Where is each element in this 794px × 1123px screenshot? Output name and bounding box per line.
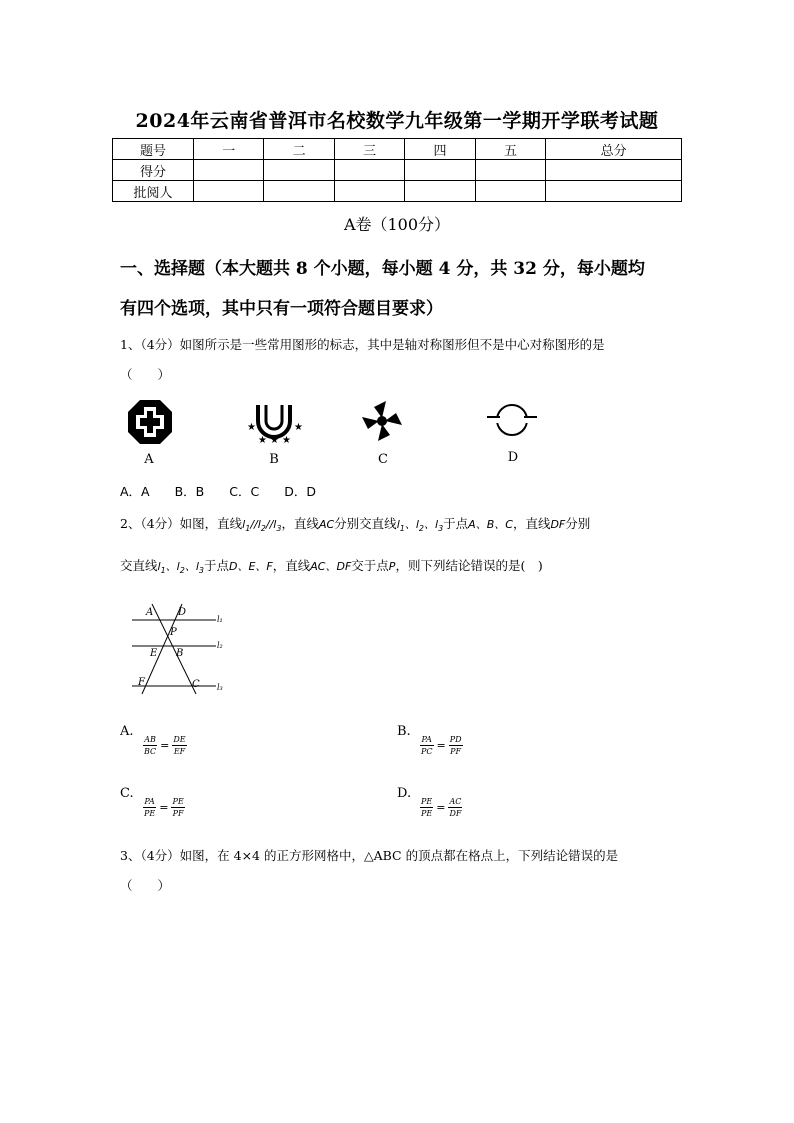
q2-text: 分别 bbox=[565, 516, 591, 531]
q2-text: ，直线 bbox=[512, 516, 551, 531]
q2-option-c bbox=[120, 786, 134, 801]
reviewer-row-label: 批阅人 bbox=[113, 181, 194, 202]
frac-denominator: DF bbox=[449, 809, 462, 818]
section1-heading-line2: 有四个选项，其中只有一项符合题目要求） bbox=[120, 299, 443, 319]
score-cell bbox=[405, 160, 475, 181]
q3-text: 3、（4分）如图，在 4×4 的正方形网格中，△ABC 的顶点都在格点上，下列结论错误的是 bbox=[120, 848, 619, 863]
q2-text: 于点 bbox=[203, 558, 229, 573]
label-C: C bbox=[192, 679, 200, 690]
score-header-cell: 总分 bbox=[546, 139, 682, 160]
label-E: E bbox=[150, 648, 158, 659]
line-ac bbox=[152, 604, 196, 694]
q2-text: ，则下列结论错误的是( ) bbox=[395, 558, 543, 573]
svg-text:★: ★ bbox=[282, 435, 291, 446]
figure-b-magnet-icon bbox=[247, 405, 303, 446]
q2-option-b bbox=[397, 724, 411, 739]
svg-text:★: ★ bbox=[247, 422, 256, 433]
frac-numerator: PA bbox=[144, 797, 155, 806]
option-label: B. bbox=[397, 724, 411, 739]
q2-option-c-formula: $\frac{PA}{PE}$ = $\frac{PE}{PF}$ bbox=[144, 797, 184, 818]
reviewer-row bbox=[113, 181, 682, 202]
frac-numerator: PE bbox=[421, 797, 433, 806]
q2-figure bbox=[128, 600, 228, 698]
score-table-header-row bbox=[113, 139, 682, 160]
label-l2: l₂ bbox=[217, 641, 223, 650]
option-label: D. bbox=[397, 786, 412, 801]
q1-figures bbox=[120, 395, 560, 475]
frac-denominator: PE bbox=[144, 809, 156, 818]
label-A: A bbox=[146, 607, 154, 618]
q2-line1: 2、（4分）如图，直线$l_1//l_2//l_3$，直线AC分别交直线$l_1$、$l_2$、$l_3$于点A、B、C，直线DF分别 bbox=[120, 516, 591, 533]
q1-text: 1、（4分）如图所示是一些常用图形的标志，其中是轴对称图形但不是中心对称图形的是 bbox=[120, 337, 605, 352]
frac-denominator: PC bbox=[421, 747, 433, 756]
figure-label-c: C bbox=[378, 452, 388, 467]
figure-label-a: A bbox=[144, 452, 154, 467]
q2-text: 分别交直线 bbox=[334, 516, 397, 531]
frac-numerator: PD bbox=[449, 735, 462, 744]
frac-numerator: AB bbox=[144, 735, 156, 744]
figure-label-b: B bbox=[269, 452, 279, 467]
section1-heading-line1: 一、选择题（本大题共 8 个小题，每小题 4 分，共 32 分，每小题均 bbox=[120, 259, 645, 279]
frac-denominator: BC bbox=[144, 747, 157, 756]
frac-numerator: AC bbox=[449, 797, 462, 806]
frac-numerator: DE bbox=[173, 735, 186, 744]
label-l1: l₁ bbox=[217, 615, 223, 624]
figure-c-pinwheel-icon bbox=[362, 401, 402, 441]
q2-option-b-formula: $\frac{PA}{PC}$ = $\frac{PD}{PF}$ bbox=[421, 735, 462, 756]
q2-text: 于点 bbox=[443, 516, 469, 531]
score-header-cell: 五 bbox=[475, 139, 545, 160]
q2-text: 交于点 bbox=[351, 558, 389, 573]
score-cell bbox=[264, 181, 334, 202]
option-label: A. bbox=[120, 724, 134, 739]
score-table bbox=[112, 138, 682, 202]
score-cell bbox=[194, 160, 264, 181]
label-D: D bbox=[178, 607, 187, 618]
svg-text:★: ★ bbox=[294, 422, 303, 433]
score-cell bbox=[546, 181, 682, 202]
q2-text: ，直线 bbox=[272, 558, 311, 573]
figure-a-cross-icon bbox=[128, 400, 172, 444]
score-cell bbox=[546, 160, 682, 181]
label-B: B bbox=[176, 648, 184, 659]
score-cell bbox=[194, 181, 264, 202]
score-cell bbox=[405, 181, 475, 202]
q2-option-d bbox=[397, 786, 411, 801]
score-header-cell: 四 bbox=[405, 139, 475, 160]
score-header-cell: 一 bbox=[194, 139, 264, 160]
svg-text:★: ★ bbox=[270, 435, 279, 446]
score-header-cell: 三 bbox=[334, 139, 404, 160]
q2-option-a bbox=[120, 724, 134, 739]
figure-label-d: D bbox=[507, 450, 519, 465]
label-P: P bbox=[170, 627, 177, 638]
score-header-cell: 题号 bbox=[113, 139, 194, 160]
q3-blank: （ ） bbox=[120, 878, 171, 893]
frac-denominator: PE bbox=[421, 809, 433, 818]
score-cell bbox=[264, 160, 334, 181]
frac-denominator: PF bbox=[172, 809, 184, 818]
score-cell bbox=[334, 181, 404, 202]
q2-line2: 交直线$l_1$、$l_2$、$l_3$于点D、E、F，直线AC、DF交于点P，则下列结论错误的是( ) bbox=[120, 558, 543, 575]
q2-text: ，直线 bbox=[281, 516, 319, 531]
score-header-cell: 二 bbox=[264, 139, 334, 160]
score-row bbox=[113, 160, 682, 181]
label-F: F bbox=[138, 677, 145, 688]
score-cell bbox=[475, 181, 545, 202]
svg-text:★: ★ bbox=[258, 435, 267, 446]
score-row-label: 得分 bbox=[113, 160, 194, 181]
score-cell bbox=[475, 160, 545, 181]
q1-blank: （ ） bbox=[120, 367, 171, 382]
option-label: C. bbox=[120, 786, 134, 801]
score-cell bbox=[334, 160, 404, 181]
frac-denominator: EF bbox=[173, 747, 186, 756]
q2-text: 交直线 bbox=[120, 558, 158, 573]
q2-option-d-formula: $\frac{PE}{PE}$ = $\frac{AC}{DF}$ bbox=[421, 797, 462, 818]
section-a-heading: A卷（100分） bbox=[343, 215, 451, 234]
exam-title: 2024年云南省普洱市名校数学九年级第一学期开学联考试题 bbox=[135, 110, 659, 132]
frac-denominator: PF bbox=[450, 747, 462, 756]
figure-d-circle-icon bbox=[486, 405, 538, 435]
label-l3: l₃ bbox=[217, 683, 223, 692]
q2-text: 2、（4分）如图，直线 bbox=[120, 516, 243, 531]
frac-numerator: PE bbox=[172, 797, 184, 806]
q1-options: A．A B．B C．C D．D bbox=[120, 484, 316, 499]
q2-option-a-formula: $\frac{AB}{BC}$ = $\frac{DE}{EF}$ bbox=[144, 735, 186, 756]
frac-numerator: PA bbox=[421, 735, 432, 744]
